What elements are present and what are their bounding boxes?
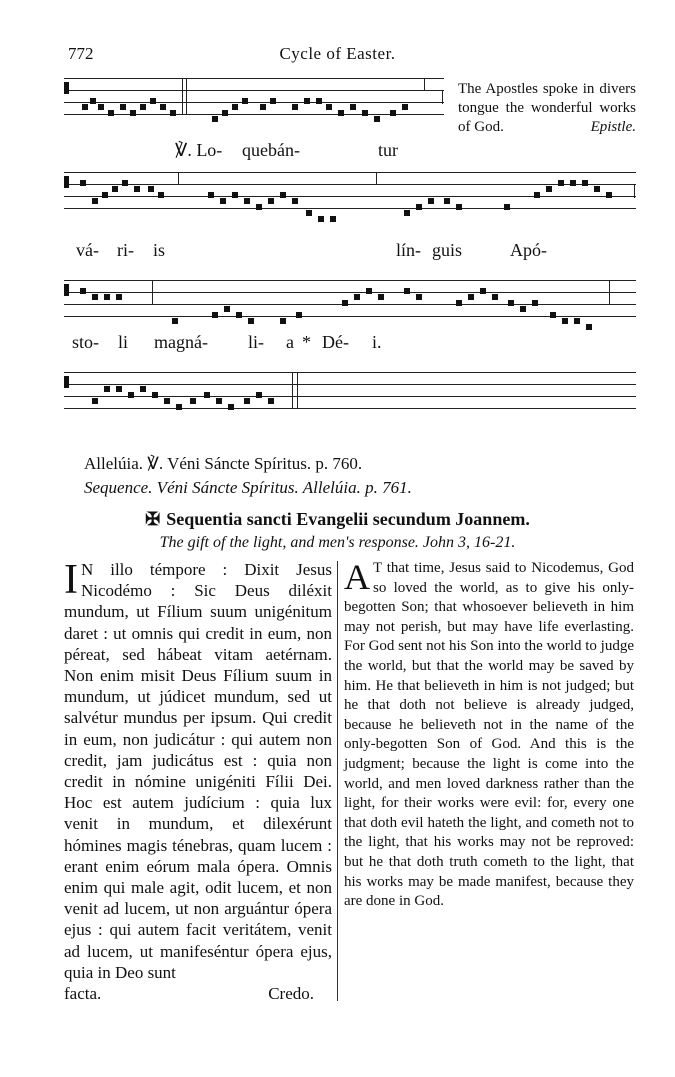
english-gospel-text <box>344 559 634 912</box>
lyric-magnalia-1: magná- <box>154 332 208 352</box>
lyric-locuebantur-2: quebán- <box>242 140 300 160</box>
lyric-variis-3: is <box>153 240 166 260</box>
lyric-linguis-2: guis <box>432 240 463 260</box>
chant-staff-2 <box>64 172 636 232</box>
side-note-text: The Apostles spoke in divers tongue the wonderful works of God. <box>458 81 636 135</box>
chant-staff-3 <box>64 280 636 340</box>
side-note-epistle: Epistle. <box>590 119 636 135</box>
lyric-variis-1: vá- <box>76 240 99 260</box>
lyric-asterisk: * <box>302 332 311 352</box>
chant-staff-4 <box>64 372 636 422</box>
chant-staff-1 <box>64 78 444 138</box>
column-divider <box>337 561 338 1001</box>
english-body: T that time, Jesus said to Nicodemus, God so loved the world, as to give his only-begotten Son; that whosoever believeth in him may not perish, but may have life everlasting. For God sent not his Son into the world to judge the world, but that the world may be saved by him. He that believeth in him is not judged; but he that doth not believe is already judged, because he believeth not in the name of the only-begotten Son of God. And this is the judgment; because the light is come into the world, and men loved darkness rather than the light, for their works were evil: for, every one that doth evil hateth the light, and cometh not to the light, that his works may not be reproved: but he that doth truth cometh to the light, that his works may be made manifest, because they are done in God. <box>344 560 634 910</box>
latin-credo: Credo. <box>268 984 314 1004</box>
latin-dropcap: I <box>64 557 78 603</box>
lyric-apostoli-2: sto- <box>72 332 99 352</box>
lyric-locuebantur-1: ℣. Lo- <box>175 140 223 160</box>
latin-last-word: facta. <box>64 984 102 1004</box>
english-dropcap: A <box>344 557 370 597</box>
lyric-dei-2: i. <box>372 332 382 352</box>
lyric-apostoli-3: li <box>118 332 129 352</box>
side-note <box>458 80 636 137</box>
lyric-linguis-1: lín- <box>396 240 421 260</box>
cross-icon: ✠ <box>145 509 161 529</box>
gospel-heading-text: Sequentia sancti Evangelii secundum Joannem. <box>166 509 530 529</box>
lyric-locuebantur-3: tur <box>378 140 398 160</box>
lyric-apostoli-1: Apó- <box>510 240 547 260</box>
gospel-subheading: The gift of the light, and men's response. John 3, 16-21. <box>159 534 516 551</box>
running-title: Cycle of Easter. <box>279 44 396 63</box>
latin-gospel-text <box>64 559 332 1004</box>
gospel-heading <box>0 509 675 530</box>
page-number: 772 <box>68 44 94 63</box>
sequence-reference: Sequence. Véni Sáncte Spíritus. Allelúia. p. 761. <box>84 478 412 497</box>
lyric-magnalia-3: a <box>286 332 294 352</box>
alleluia-reference: Allelúia. ℣. Véni Sáncte Spíritus. p. 760. <box>84 454 363 473</box>
lyric-dei-1: Dé- <box>322 332 349 352</box>
lyric-magnalia-2: li- <box>248 332 264 352</box>
lyric-variis-2: ri- <box>117 240 134 260</box>
latin-body: N illo témpore : Dixit Jesus Nicodémo : Sic Deus diléxit mundum, ut Fílium suum unigénitum daret : ut omnis qui credit in eum, non péreat, sed hábeat vitam aetérnam. Non enim misit Deus Fílium suum in mundum, ut júdicet mundum, sed ut salvétur mundus per ipsum. Qui credit in eum, non judicátur : qui autem non credit, jam judicátus est : quia non credit in nómine unigéniti Fílii Dei. Hoc est autem judícium : quia lux venit in mundum, et dilexérunt hómines magis ténebras, quam lucem : erant enim eórum mala ópera. Omnis enim qui male agit, odit lucem, et non venit ad lucem, ut non arguántur ópera ejus : qui autem facit veritátem, venit ad lucem, ut manifeséntur ópera ejus, quia in Deo sunt <box>64 560 332 982</box>
